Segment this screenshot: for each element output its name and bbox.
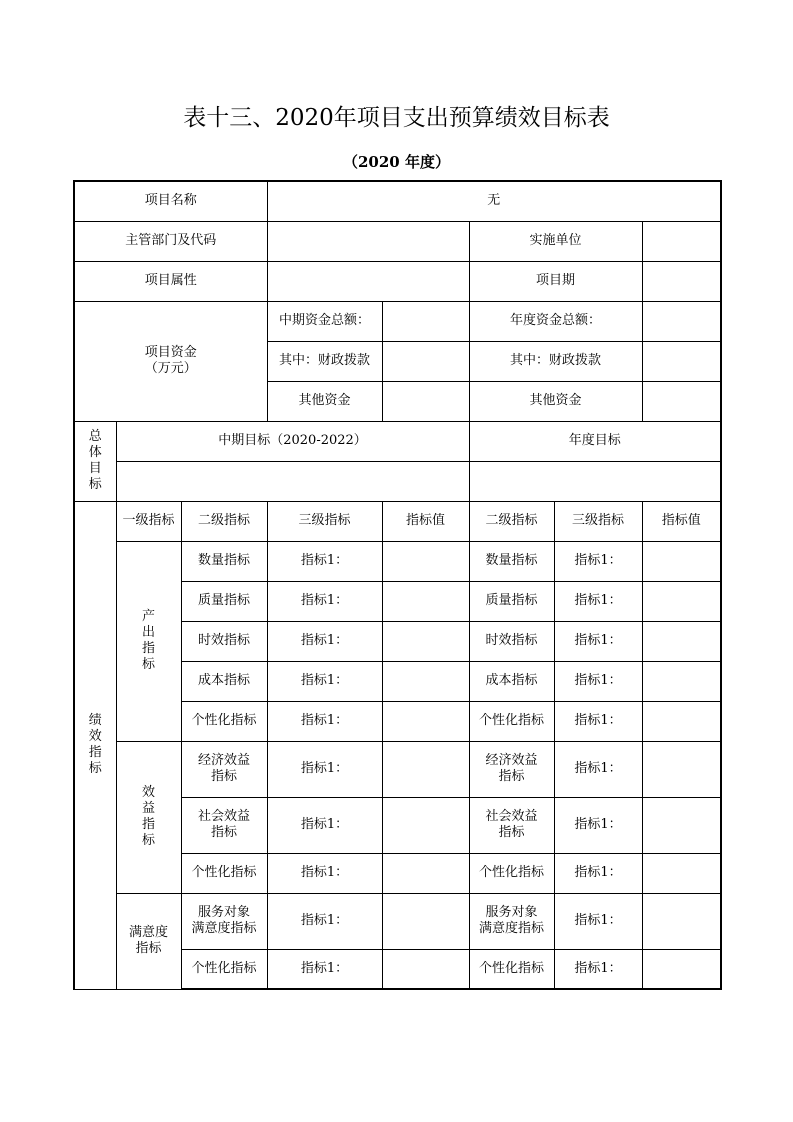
project-name-value: 无 <box>267 181 721 221</box>
row-attribute <box>74 261 721 301</box>
mid-fiscal-value <box>382 341 469 381</box>
header-level2: 二级指标 <box>181 501 267 541</box>
level3-cell-year: 指标1： <box>554 741 642 797</box>
attr-label: 项目属性 <box>74 261 267 301</box>
level2-cell-year: 服务对象 满意度指标 <box>469 893 554 949</box>
mid-other-label: 其他资金 <box>267 381 382 421</box>
level2-cell: 质量指标 <box>181 581 267 621</box>
value-cell <box>382 701 469 741</box>
funds-label: 项目资金 （万元） <box>74 301 267 421</box>
level2-cell: 数量指标 <box>181 541 267 581</box>
output-indicator-group: 产出指标 <box>116 541 181 741</box>
mid-fiscal-label: 其中：财政拨款 <box>267 341 382 381</box>
table-row <box>74 893 721 949</box>
level2-cell: 个性化指标 <box>181 701 267 741</box>
project-name-label: 项目名称 <box>74 181 267 221</box>
value-cell-year <box>642 797 721 853</box>
header-value: 指标值 <box>382 501 469 541</box>
level2-cell-year: 时效指标 <box>469 621 554 661</box>
level2-cell-year: 个性化指标 <box>469 853 554 893</box>
level3-cell-year: 指标1： <box>554 661 642 701</box>
value-cell <box>382 797 469 853</box>
mid-goal-label: 中期目标（2020-2022） <box>116 421 469 461</box>
value-cell-year <box>642 853 721 893</box>
header-value-year: 指标值 <box>642 501 721 541</box>
year-goal-value <box>469 461 721 501</box>
satisfaction-indicator-group: 满意度 指标 <box>116 893 181 989</box>
value-cell-year <box>642 893 721 949</box>
dept-value <box>267 221 469 261</box>
mid-goal-value <box>116 461 469 501</box>
value-cell <box>382 661 469 701</box>
row-perf-header <box>74 501 721 541</box>
level2-cell: 服务对象 满意度指标 <box>181 893 267 949</box>
value-cell <box>382 853 469 893</box>
level3-cell: 指标1： <box>267 741 382 797</box>
level3-cell-year: 指标1： <box>554 701 642 741</box>
period-label: 项目期 <box>469 261 642 301</box>
level2-cell-year: 社会效益 指标 <box>469 797 554 853</box>
table-row <box>74 541 721 581</box>
overall-goal-label: 总体目标 <box>74 421 116 501</box>
budget-performance-table <box>73 180 722 990</box>
mid-total-value <box>382 301 469 341</box>
impl-unit-label: 实施单位 <box>469 221 642 261</box>
level3-cell: 指标1： <box>267 581 382 621</box>
year-other-value <box>642 381 721 421</box>
level3-cell-year: 指标1： <box>554 581 642 621</box>
value-cell <box>382 621 469 661</box>
header-level3: 三级指标 <box>267 501 382 541</box>
value-cell <box>382 893 469 949</box>
level3-cell-year: 指标1： <box>554 949 642 989</box>
row-department <box>74 221 721 261</box>
level2-cell-year: 个性化指标 <box>469 949 554 989</box>
header-level2-year: 二级指标 <box>469 501 554 541</box>
level3-cell-year: 指标1： <box>554 797 642 853</box>
period-value <box>642 261 721 301</box>
year-fiscal-value <box>642 341 721 381</box>
year-other-label: 其他资金 <box>469 381 642 421</box>
level3-cell: 指标1： <box>267 853 382 893</box>
level2-cell: 社会效益 指标 <box>181 797 267 853</box>
row-project-name <box>74 181 721 221</box>
level2-cell: 经济效益 指标 <box>181 741 267 797</box>
value-cell-year <box>642 741 721 797</box>
level3-cell: 指标1： <box>267 701 382 741</box>
level2-cell-year: 成本指标 <box>469 661 554 701</box>
level3-cell: 指标1： <box>267 893 382 949</box>
level3-cell-year: 指标1： <box>554 541 642 581</box>
level2-cell-year: 个性化指标 <box>469 701 554 741</box>
year-fiscal-label: 其中：财政拨款 <box>469 341 642 381</box>
row-funds-total <box>74 301 721 341</box>
value-cell-year <box>642 949 721 989</box>
level3-cell-year: 指标1： <box>554 893 642 949</box>
document-title: 表十三、2020年项目支出预算绩效目标表 <box>183 105 610 131</box>
value-cell-year <box>642 581 721 621</box>
row-goals-header <box>74 421 721 461</box>
perf-indicator-label: 绩效指标 <box>74 501 116 989</box>
row-goals-content <box>74 461 721 501</box>
level3-cell: 指标1： <box>267 949 382 989</box>
impl-unit-value <box>642 221 721 261</box>
level2-cell-year: 经济效益 指标 <box>469 741 554 797</box>
mid-other-value <box>382 381 469 421</box>
benefit-indicator-group: 效益指标 <box>116 741 181 893</box>
mid-total-label: 中期资金总额： <box>267 301 382 341</box>
value-cell-year <box>642 541 721 581</box>
level2-cell: 个性化指标 <box>181 853 267 893</box>
level3-cell: 指标1： <box>267 621 382 661</box>
header-level1: 一级指标 <box>116 501 181 541</box>
value-cell <box>382 741 469 797</box>
level2-cell: 成本指标 <box>181 661 267 701</box>
dept-label: 主管部门及代码 <box>74 221 267 261</box>
header-level3-year: 三级指标 <box>554 501 642 541</box>
level3-cell-year: 指标1： <box>554 621 642 661</box>
level3-cell: 指标1： <box>267 797 382 853</box>
level2-cell-year: 数量指标 <box>469 541 554 581</box>
level2-cell: 个性化指标 <box>181 949 267 989</box>
attr-value <box>267 261 469 301</box>
document-subtitle: （2020 年度） <box>343 153 450 171</box>
level3-cell: 指标1： <box>267 541 382 581</box>
year-total-label: 年度资金总额： <box>469 301 642 341</box>
value-cell-year <box>642 621 721 661</box>
value-cell <box>382 541 469 581</box>
level3-cell-year: 指标1： <box>554 853 642 893</box>
value-cell-year <box>642 701 721 741</box>
value-cell <box>382 581 469 621</box>
level2-cell-year: 质量指标 <box>469 581 554 621</box>
year-goal-label: 年度目标 <box>469 421 721 461</box>
value-cell <box>382 949 469 989</box>
table-row <box>74 741 721 797</box>
level3-cell: 指标1： <box>267 661 382 701</box>
year-total-value <box>642 301 721 341</box>
level2-cell: 时效指标 <box>181 621 267 661</box>
value-cell-year <box>642 661 721 701</box>
